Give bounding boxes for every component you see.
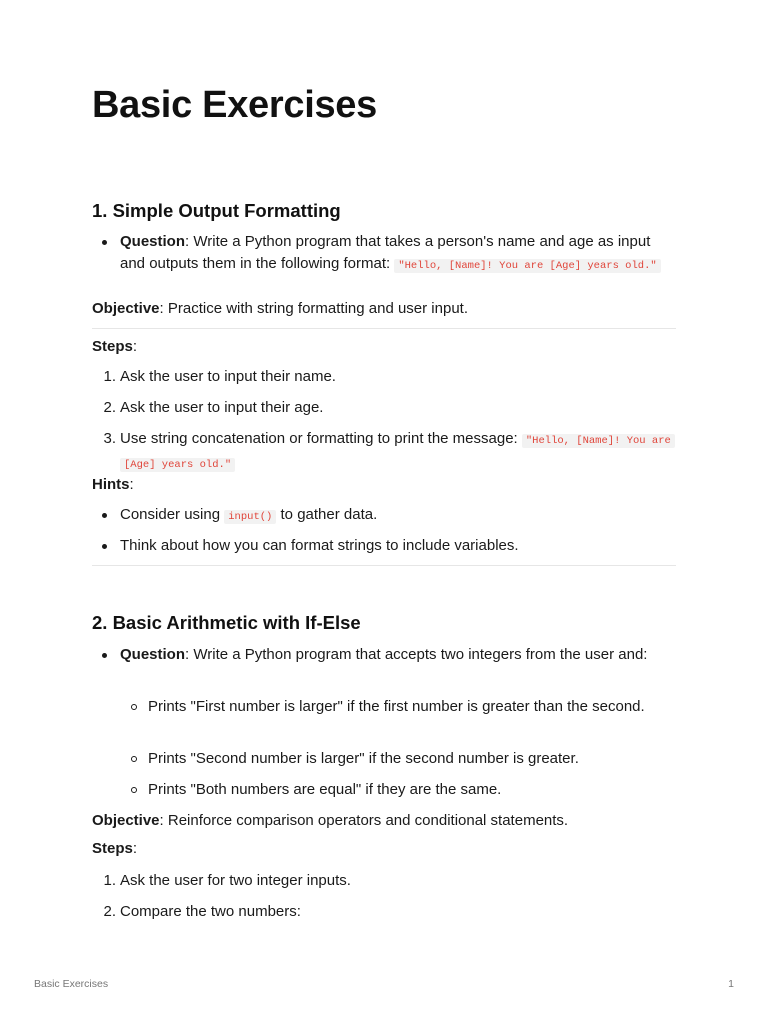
question-label: Question bbox=[120, 646, 186, 663]
section-1-question-item bbox=[120, 231, 676, 277]
list-item: 1. Ask the user for two integer inputs. bbox=[103, 872, 351, 889]
sub-item-text: Prints "Second number is larger" if the second number is greater. bbox=[148, 750, 579, 767]
section-1-heading: 1. Simple Output Formatting bbox=[92, 200, 341, 221]
hint-text: Consider using bbox=[120, 506, 225, 523]
section-2-objective bbox=[92, 810, 676, 832]
step-text: Use string concatenation or formatting to print the message: bbox=[120, 430, 522, 447]
objective-text: : Reinforce comparison operators and conditional statements. bbox=[159, 812, 569, 829]
section-1-steps-label: Steps: bbox=[92, 338, 138, 355]
bullet-icon bbox=[102, 653, 107, 658]
question-text: : Write a Python program that accepts two integers from the user and: bbox=[185, 646, 648, 663]
section-2-steps-label: Steps: bbox=[92, 840, 138, 857]
sub-list-item bbox=[148, 696, 676, 718]
inline-code: "Hello, [Name]! You are [Age] years old." bbox=[394, 259, 660, 273]
step-text: Compare the two numbers: bbox=[120, 903, 301, 920]
section-1-hints-label: Hints: bbox=[92, 476, 134, 493]
section-2-question-item bbox=[120, 644, 676, 666]
footer-doc-title: Basic Exercises bbox=[34, 978, 109, 990]
objective-text: : Practice with string formatting and user input. bbox=[159, 300, 469, 317]
bullet-icon bbox=[102, 513, 107, 518]
divider bbox=[92, 565, 676, 566]
question-text: : Write a Python program that takes a person's name and age as input and outputs them in the following format: bbox=[120, 233, 651, 272]
sub-item-text: Prints "Both numbers are equal" if they are the same. bbox=[148, 781, 502, 798]
circle-bullet-icon bbox=[131, 704, 137, 710]
section-1-objective bbox=[92, 298, 676, 320]
step-text: Ask the user to input their age. bbox=[120, 399, 324, 416]
circle-bullet-icon bbox=[131, 787, 137, 793]
step-text: Ask the user to input their name. bbox=[120, 368, 336, 385]
page-title: Basic Exercises bbox=[92, 84, 377, 126]
sub-item-text: Prints "First number is larger" if the first number is greater than the second. bbox=[148, 698, 645, 715]
objective-label: Objective bbox=[92, 812, 160, 829]
inline-code: input() bbox=[224, 510, 276, 524]
bullet-icon bbox=[102, 240, 107, 245]
section-2-heading: 2. Basic Arithmetic with If-Else bbox=[92, 612, 361, 633]
hint-text: Think about how you can format strings to include variables. bbox=[120, 537, 519, 554]
inline-code: "Hello, [Name]! You are [Age] years old." bbox=[120, 434, 675, 472]
steps-label: Steps bbox=[92, 840, 133, 857]
circle-bullet-icon bbox=[131, 756, 137, 762]
bullet-icon bbox=[102, 544, 107, 549]
list-item: 1. Ask the user to input their name. bbox=[103, 368, 336, 385]
list-item: 2. Compare the two numbers: bbox=[103, 903, 301, 920]
list-item: 3. Use string concatenation or formatting to print the message: "Hello, [Name]! You are [Age] years old." bbox=[120, 428, 676, 476]
footer-page-number: 1 bbox=[728, 978, 734, 990]
list-item: 2. Ask the user to input their age. bbox=[103, 399, 324, 416]
hints-label: Hints bbox=[92, 476, 130, 493]
sub-list-item bbox=[148, 748, 676, 770]
hint-text: to gather data. bbox=[276, 506, 378, 523]
divider bbox=[92, 328, 676, 329]
objective-label: Objective bbox=[92, 300, 160, 317]
sub-list-item bbox=[148, 779, 676, 801]
list-item bbox=[120, 535, 676, 557]
list-item bbox=[120, 504, 676, 528]
step-text: Ask the user for two integer inputs. bbox=[120, 872, 351, 889]
question-label: Question bbox=[120, 233, 186, 250]
steps-label: Steps bbox=[92, 338, 133, 355]
